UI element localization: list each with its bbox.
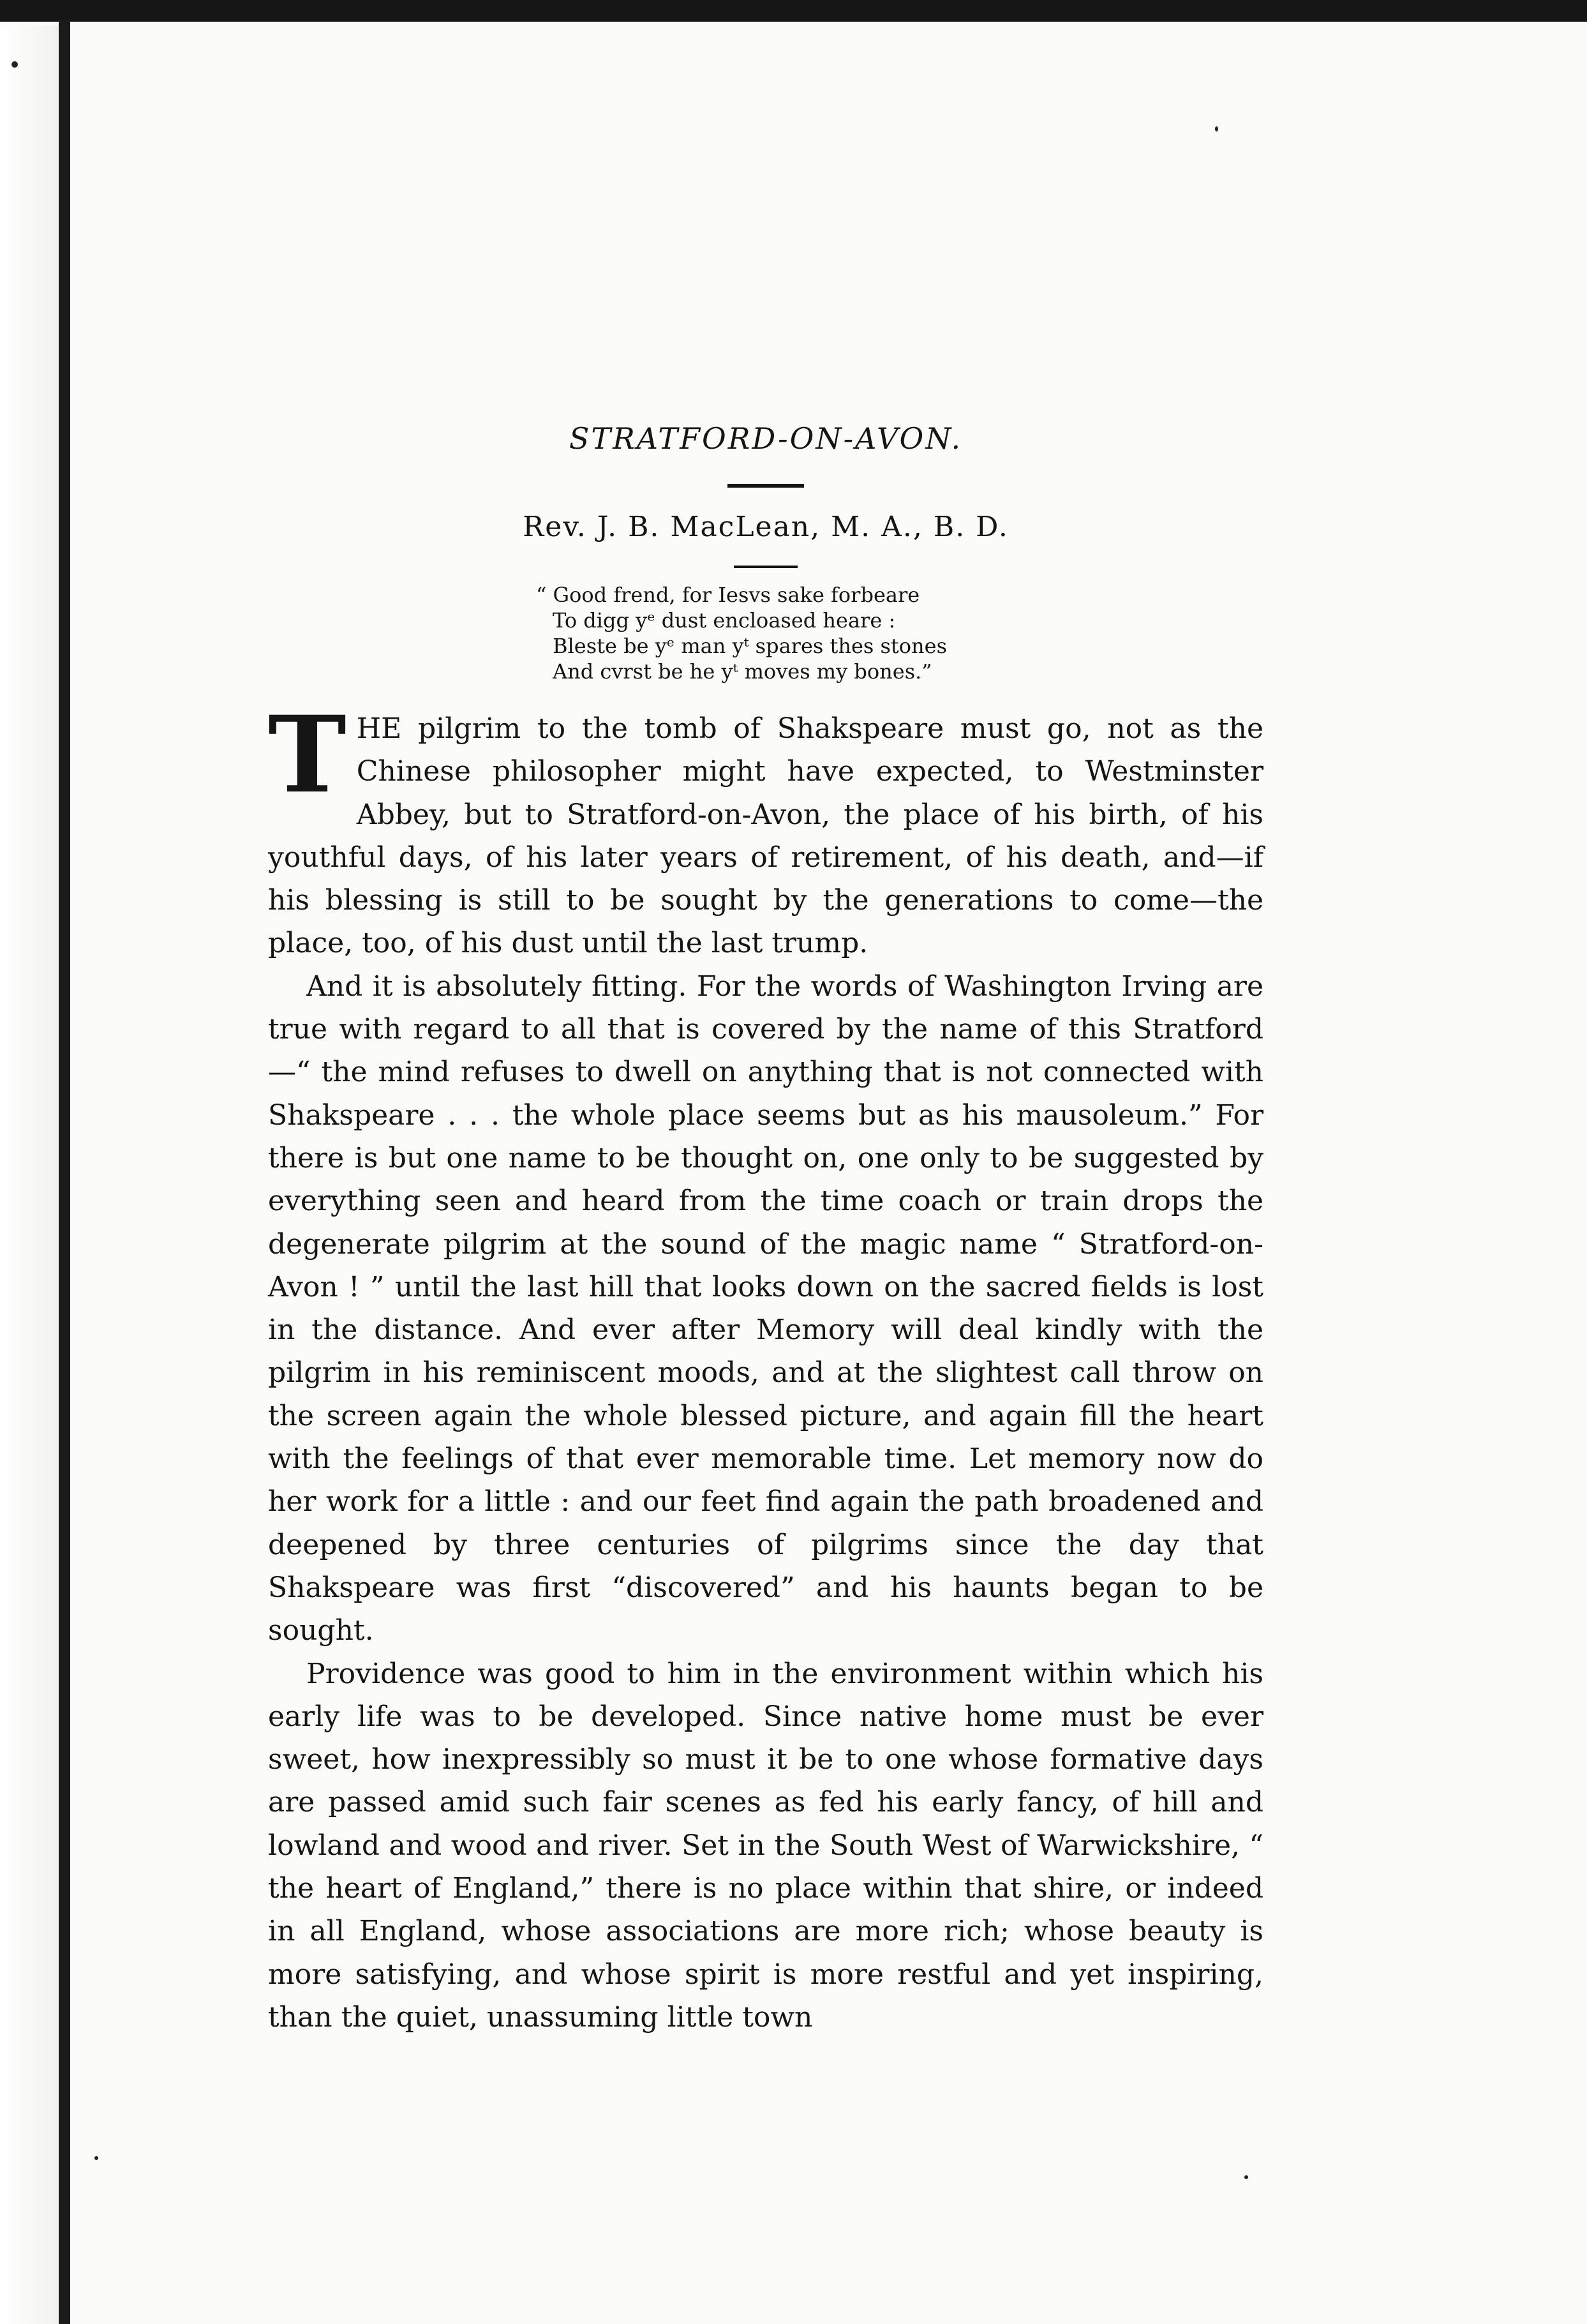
epigraph-line: Bleste be yᵉ man yᵗ spares thes stones (553, 634, 947, 658)
top-border-line (0, 0, 1587, 22)
epigraph-line: To digg yᵉ dust encloased heare : (553, 608, 896, 633)
left-border-line (59, 19, 70, 2324)
article-body (268, 693, 1263, 2039)
scan-speck (1215, 126, 1218, 131)
article-title: STRATFORD-ON-AVON. (569, 421, 963, 456)
page-gutter-shadow (0, 26, 61, 2324)
drop-cap: T (268, 693, 346, 816)
epigraph-line: And cvrst be he yᵗ moves my bones.” (553, 659, 932, 684)
paragraph-text: HE pilgrim to the tomb of Shakspeare must go, not as the Chinese philosopher might have expected, to Westminster Abbey, but to Stratford-on-Avon, the place of his birth, of his youthful days, of his later years of retirement, of his death, and—if his blessing is still to be sought by the generations to come—the place, too, of his dust until the last trump. (268, 712, 1263, 960)
paragraph (268, 693, 1263, 965)
title-rule (727, 484, 804, 488)
epigraph-line: “ Good frend, for Iesvs sake forbeare (536, 583, 920, 607)
paragraph: Providence was good to him in the environment within which his early life was to be developed. Since native home must be ever sweet, how inexpressibly so must it be to one whose formative days are passed amid such fair scenes as fed his early fancy, of hill and lowland and wood and river. Set in the South West of Warwickshire, “ the heart of England,” there is no place within that shire, or indeed in all England, whose associations are more rich; whose beauty is more satisfying, and whose spirit is more restful and yet inspiring, than the quiet, unassuming little town (268, 1657, 1263, 2034)
paragraph: And it is absolutely fitting. For the words of Washington Irving are true with regard to all that is covered by the name of this Stratford—“ the mind refuses to dwell on anything that is not connected with Shakspeare . . . the whole place seems but as his mausoleum.” For there is but one name to be thought on, one only to be suggested by everything seen and heard from the time coach or train drops the degenerate pilgrim at the sound of the magic name “ Stratford-on-Avon ! ” until the last hill that looks down on the sacred fields is lost in the distance. And ever after Memory will deal kindly with the pilgrim in his reminiscent moods, and at the slightest call throw on the screen again the whole blessed picture, and again fill the heart with the feelings of that ever memorable time. Let memory now do her work for a little : and our feet find again the path broadened and deepened by three centuries of pilgrims since the day that Shakspeare was first “discovered” and his haunts began to be sought. (268, 970, 1263, 1647)
scan-speck (1244, 2175, 1248, 2179)
scan-speck (94, 2156, 98, 2160)
author-rule (734, 566, 798, 568)
scan-speck (11, 61, 18, 68)
article-author: Rev. J. B. MacLean, M. A., B. D. (523, 511, 1009, 543)
epigraph (536, 582, 1047, 684)
